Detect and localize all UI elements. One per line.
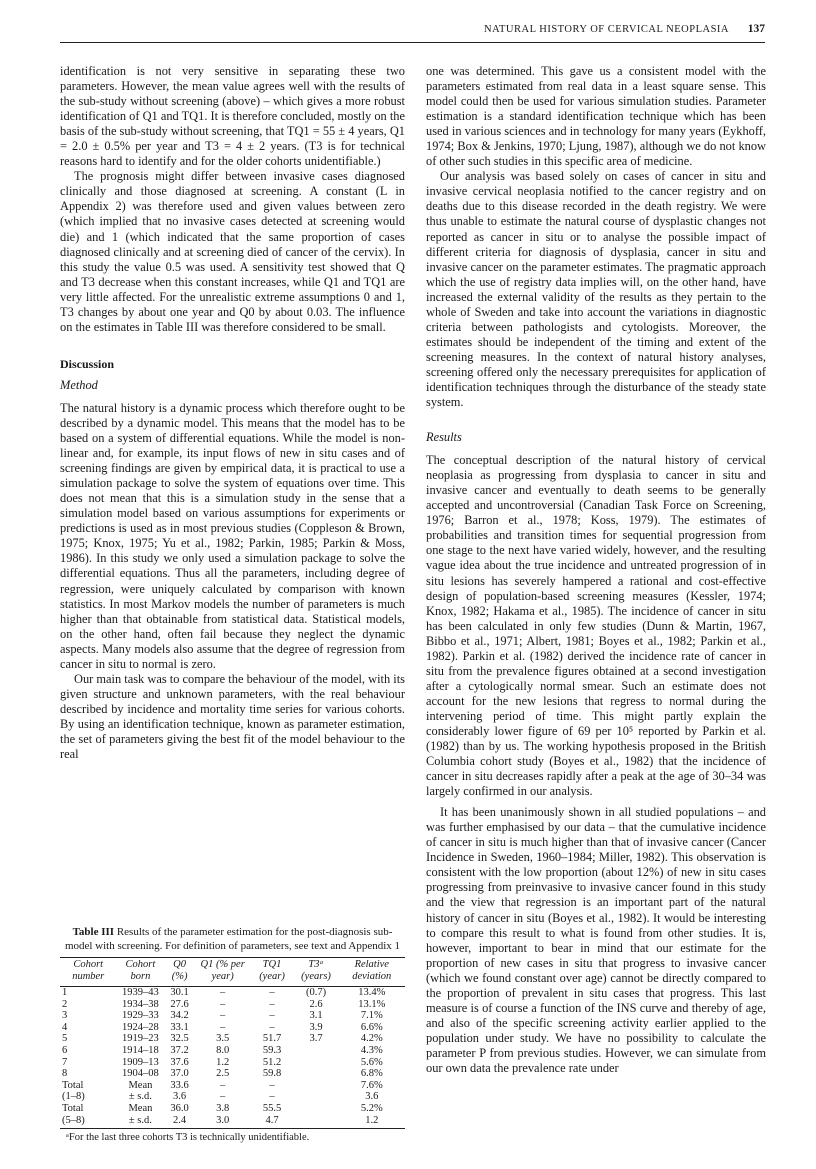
page-number: 137	[747, 23, 765, 35]
table-cell	[294, 1068, 339, 1080]
table-cell: ± s.d.	[116, 1115, 164, 1129]
table-cell: 3.6	[173, 1091, 187, 1103]
column-header: Relative deviation	[339, 958, 405, 987]
table-cell: 1934–38	[122, 998, 159, 1010]
parameter-table	[60, 957, 405, 1129]
table-cell: 1909–13	[122, 1056, 159, 1068]
table-cell: 4.7	[251, 1115, 294, 1129]
table-cell: 2.4	[164, 1115, 194, 1129]
table-cell: 1924–28	[122, 1021, 159, 1033]
column-header: Q1 (% per year)	[195, 958, 251, 987]
table-cell: 13.1%	[358, 998, 386, 1010]
table-cell: 7	[62, 1056, 68, 1068]
table-caption	[60, 926, 405, 953]
table-cell: 1	[62, 987, 68, 998]
table-row	[60, 1115, 405, 1129]
running-title: NATURAL HISTORY OF CERVICAL NEOPLASIA	[484, 24, 729, 35]
table-cell: 6.6%	[360, 1021, 383, 1033]
table-cell: 1904–08	[122, 1068, 159, 1080]
table-cell	[294, 1103, 339, 1115]
table-cell: 37.6	[170, 1056, 189, 1068]
table-cell: 1914–18	[122, 1044, 159, 1056]
table-cell: 7.6%	[360, 1079, 383, 1091]
table-cell: 37.0	[170, 1068, 189, 1080]
table-cell	[294, 1115, 339, 1129]
paragraph: Our analysis was based solely on cases of cancer in situ and invasive cervical neoplasia notified to the cancer registry and on deaths due to this disease recorded in the death registry. We were thus unable to estimate the natural course of dysplastic changes not reported as cancer in situ or to analyse the possible impact of different criteria for diagnosis of dysplasia, cancer in situ and invasive cancer on the parameter estimates. The pragmatic approach which the use of registry data implies will, on the other hand, have increased the external validity of the results as they pertain to the whole of Sweden and take into account the variations in diagnostic criteria between pathologists and cytologists. Moreover, the estimates should be independent of the timing and extent of the screening measures. In the context of natural history analyses, screening offered only the necessary prerequisites for application of identification techniques through the disturbance of the steady state system.	[426, 169, 766, 410]
table-row	[60, 1057, 405, 1069]
table-cell: 59.3	[262, 1044, 282, 1056]
table-row	[60, 987, 405, 999]
table-cell: –	[269, 1079, 275, 1091]
table-cell: (1–8)	[62, 1091, 85, 1103]
table-cell: Mean	[128, 1079, 153, 1091]
table-cell: 51.2	[262, 1056, 282, 1068]
table-block	[60, 926, 405, 1143]
table-cell: 3.1	[309, 1010, 323, 1022]
table-cell: 1939–43	[122, 987, 159, 998]
table-cell: –	[220, 1021, 226, 1033]
subheading-results: Results	[426, 430, 462, 445]
table-cell: 34.2	[170, 1010, 189, 1022]
table-cell: 5.6%	[360, 1056, 383, 1068]
table-cell: 51.7	[262, 1033, 282, 1045]
table-cell: 5	[62, 1033, 68, 1045]
table-cell: 6	[62, 1044, 68, 1056]
table-cell: 1929–33	[122, 1010, 159, 1022]
table-cell: 3.9	[309, 1021, 323, 1033]
table-cell: 8.0	[216, 1044, 230, 1056]
table-cell: 59.8	[262, 1068, 282, 1080]
table-cell	[294, 1080, 339, 1092]
table-cell: (5–8)	[60, 1115, 116, 1129]
column-header: Cohort number	[60, 958, 116, 987]
column-header: Q0 (%)	[164, 958, 194, 987]
table-cell: 2.5	[216, 1068, 230, 1080]
table-cell	[294, 1091, 339, 1103]
table-cell: 37.2	[170, 1044, 189, 1056]
table-cell: –	[269, 1091, 275, 1103]
table-cell: 32.5	[170, 1033, 189, 1045]
paragraph: identification is not very sensitive in separating these two parameters. However, the mean value agrees well with the results of the sub-study without screening (above) – which gives a more robust identification of Q1 and TQ1. It is therefore concluded, mostly on the basis of the sub-study without screening, that TQ1 = 55 ± 4 years, Q1 = 2.0 ± 0.5% per year and T3 = 4 ± 2 years. (T3 is for technical reasons hard to identify and for the older cohorts unidentifiable.)	[60, 64, 405, 169]
table-cell: 1.2	[339, 1115, 405, 1129]
page-header	[60, 20, 765, 43]
table-cell: 3.7	[309, 1033, 323, 1045]
table-row	[60, 999, 405, 1011]
column-header: T3ᵃ (years)	[294, 958, 339, 987]
subheading-method: Method	[60, 377, 98, 392]
table-row	[60, 1010, 405, 1022]
table-cell: 27.6	[170, 998, 189, 1010]
table-row	[60, 1103, 405, 1115]
table-cell: 33.6	[170, 1079, 189, 1091]
column-header: TQ1 (year)	[251, 958, 294, 987]
table-cell: 8	[62, 1068, 68, 1080]
table-cell	[294, 1045, 339, 1057]
table-header-row	[60, 958, 405, 987]
table-cell: –	[269, 998, 275, 1010]
paragraph: The natural history is a dynamic process which therefore ought to be described by a dynamic model. This means that the model has to be based on a system of differential equations. While the model is non-linear and, for example, its input flows of new in situ cases and of screening findings are given by empirical data, it is practical to use a simulation package to solve the system of equations over time. This does not mean that this is a simulation study in the sense that a simulation model based on various assumptions for experiments or predictions is used as in most previous studies (Coppleson & Brown, 1975; Knox, 1975; Yu et al., 1982; Parkin, 1985; Parkin & Moss, 1986). In this study we only used a simulation package to solve the differential equations. Thus all the parameters, including degree of regression, were uniquely calculated by comparison with known statistics. In most Markov models the number of parameters is much higher than that obtainable from statistical data. Statistical models, on the other hand, often fail because they neglect the dynamic aspects. Many models also assume that the degree of regression from cancer in situ to normal is zero.	[60, 400, 405, 671]
table-cell: Total	[62, 1102, 84, 1114]
table-cell: 3.6	[365, 1091, 379, 1103]
table-cell: 55.5	[262, 1102, 282, 1114]
table-caption-label: Table III	[72, 926, 115, 938]
table-caption-text: Results of the parameter estimation for the post-diagnosis sub-model with screening. For definition of parameters, see text and Appendix 1	[64, 926, 401, 952]
paragraph: Our main task was to compare the behaviour of the model, with its given structure and unknown parameters, with the real behaviour described by incidence and mortality time series for various cohorts. By using an identification technique, known as parameter estimation, the set of parameters giving the best fit of the model behaviour to the real	[60, 671, 405, 762]
left-column	[60, 64, 405, 762]
table-cell	[294, 1057, 339, 1069]
table-cell: 2	[62, 998, 68, 1010]
table-cell: –	[269, 1021, 275, 1033]
table-cell: 3	[62, 1010, 68, 1022]
table-cell: Mean	[128, 1102, 153, 1114]
table-row	[60, 1080, 405, 1092]
table-cell: –	[220, 1010, 226, 1022]
paragraph: The prognosis might differ between invasive cases diagnosed clinically and those diagnosed at screening. A constant (L in Appendix 2) was therefore used and given values between zero (which implied that no invasive cases detected at screening would die) and 1 (which indicated that the same proportion of cases diagnosed clinically and at screening died of cancer of the cervix). In this study the value 0.5 was used. A sensitivity test showed that Q and T3 decrease when this constant increases, while Q1 and TQ1 are very little affected. For the unrealistic extreme assumptions 0 and 1, T3 changes by about one year and Q0 by about 0.03. The influence on the estimates in Table III was therefore considered to be small.	[60, 169, 405, 334]
column-header: Cohort born	[116, 958, 164, 987]
table-row	[60, 1045, 405, 1057]
table-row	[60, 1091, 405, 1103]
table-cell: 3.8	[216, 1102, 230, 1114]
table-cell: –	[269, 987, 275, 998]
table-cell: 5.2%	[360, 1102, 383, 1114]
table-cell: 6.8%	[360, 1068, 383, 1080]
table-cell: (0.7)	[305, 987, 327, 998]
table-cell: 7.1%	[360, 1010, 383, 1022]
table-cell: 3.0	[195, 1115, 251, 1129]
table-cell: 1.2	[216, 1056, 230, 1068]
table-cell: –	[220, 1091, 226, 1103]
table-cell: –	[220, 998, 226, 1010]
table-row	[60, 1022, 405, 1034]
table-footnote: ᵃFor the last three cohorts T3 is technically unidentifiable.	[66, 1132, 310, 1144]
table-cell: –	[269, 1010, 275, 1022]
table-cell: 33.1	[170, 1021, 189, 1033]
table-cell: Total	[62, 1079, 84, 1091]
table-cell: ± s.d.	[128, 1091, 152, 1103]
table-cell: 36.0	[170, 1102, 189, 1114]
paragraph: It has been unanimously shown in all studied populations – and was further emphasised by our data – that the cumulative incidence of cancer in situ is much higher than that of invasive cancer (Cancer Incidence in Sweden, 1960–1984; Miller, 1982). This observation is consistent with the low proportion (about 12%) of new in situ cases progressing from preinvasive to invasive cancer found in this study and the view that regression is an important part of the natural history of cancer in situ (Boyes et al., 1982). It would be interesting to compare this result to what is found from other studies. It is, however, important to bear in mind that our estimate for the proportion of new cases in situ that progress to invasive cancer (which we found constant over age) cannot be directly compared to the proportion of prevalent in situ cases that progress. This last measure is of course a function of the INS curve and thereby of age, and also of the specific screening activity earlier applied to the population under study. We have no possibility to calculate the parameter P from previous studies. However, we can simulate from our own data the prevalence rate under	[426, 805, 766, 1075]
table-cell: 4.3%	[360, 1044, 383, 1056]
table-cell: 1919–23	[122, 1033, 159, 1045]
table-cell: 4	[62, 1021, 68, 1033]
table-cell: 2.6	[309, 998, 323, 1010]
table-cell: –	[220, 987, 226, 998]
table-row	[60, 1068, 405, 1080]
table-row	[60, 1033, 405, 1045]
table-cell: 30.1	[170, 987, 189, 998]
table-cell: –	[220, 1079, 226, 1091]
paragraph: one was determined. This gave us a consistent model with the parameters estimated from real data in a least square sense. This model could then be used for various simulation studies. Parameter estimation is a standard identification technique which has been used in various sciences and in technology for many years (Eykhoff, 1974; Box & Jenkins, 1970; Ljung, 1987), although we do not know of other such studies in this specific area of medicine.	[426, 64, 766, 169]
table-cell: 4.2%	[360, 1033, 383, 1045]
section-heading-discussion: Discussion	[60, 356, 115, 371]
table-cell: 13.4%	[358, 987, 386, 998]
paragraph: The conceptual description of the natural history of cervical neoplasia as progressing from dysplasia to cancer in situ and invasive cancer and eventually to death seems to be generally accepted and uncontroversial (Canadian Task Force on Screening, 1976; Barron et al., 1978; Koss, 1979). The estimates of probabilities and transition times for sequential progression from one stage to the next have varied widely, however, and the resulting vague idea about the true incidence and untreated progression of in situ lesions has severely hampered a rational and cost-effective design of population-based screening measures (Kessler, 1974; Knox, 1982; Hakama et al., 1985). The incidence of cancer in situ has been calculated in only few studies (Dunn & Martin, 1967, Bibbo et al., 1971; Albert, 1981; Boyes et al., 1982; Parkin et al., 1982). Parkin et al. (1982) derived the incidence rate of cancer in situ from the prevalence figures obtained at a second investigation after a cytologically normal smear. Such an estimate does not account for the new lesions that regress to normal during the intervening period of time. This might partly explain the considerably lower figure of 69 per 10⁵ reported by Parkin et al. (1982) than by us. The working hypothesis proposed in the British Columbia cohort study (Boyes et al., 1982) that the incidence of cancer in situ decreases rapidly after a peak at the age of 30–34 was largely confirmed in our analysis.	[426, 453, 766, 799]
table-cell: 3.5	[216, 1033, 230, 1045]
right-column	[426, 64, 766, 1076]
